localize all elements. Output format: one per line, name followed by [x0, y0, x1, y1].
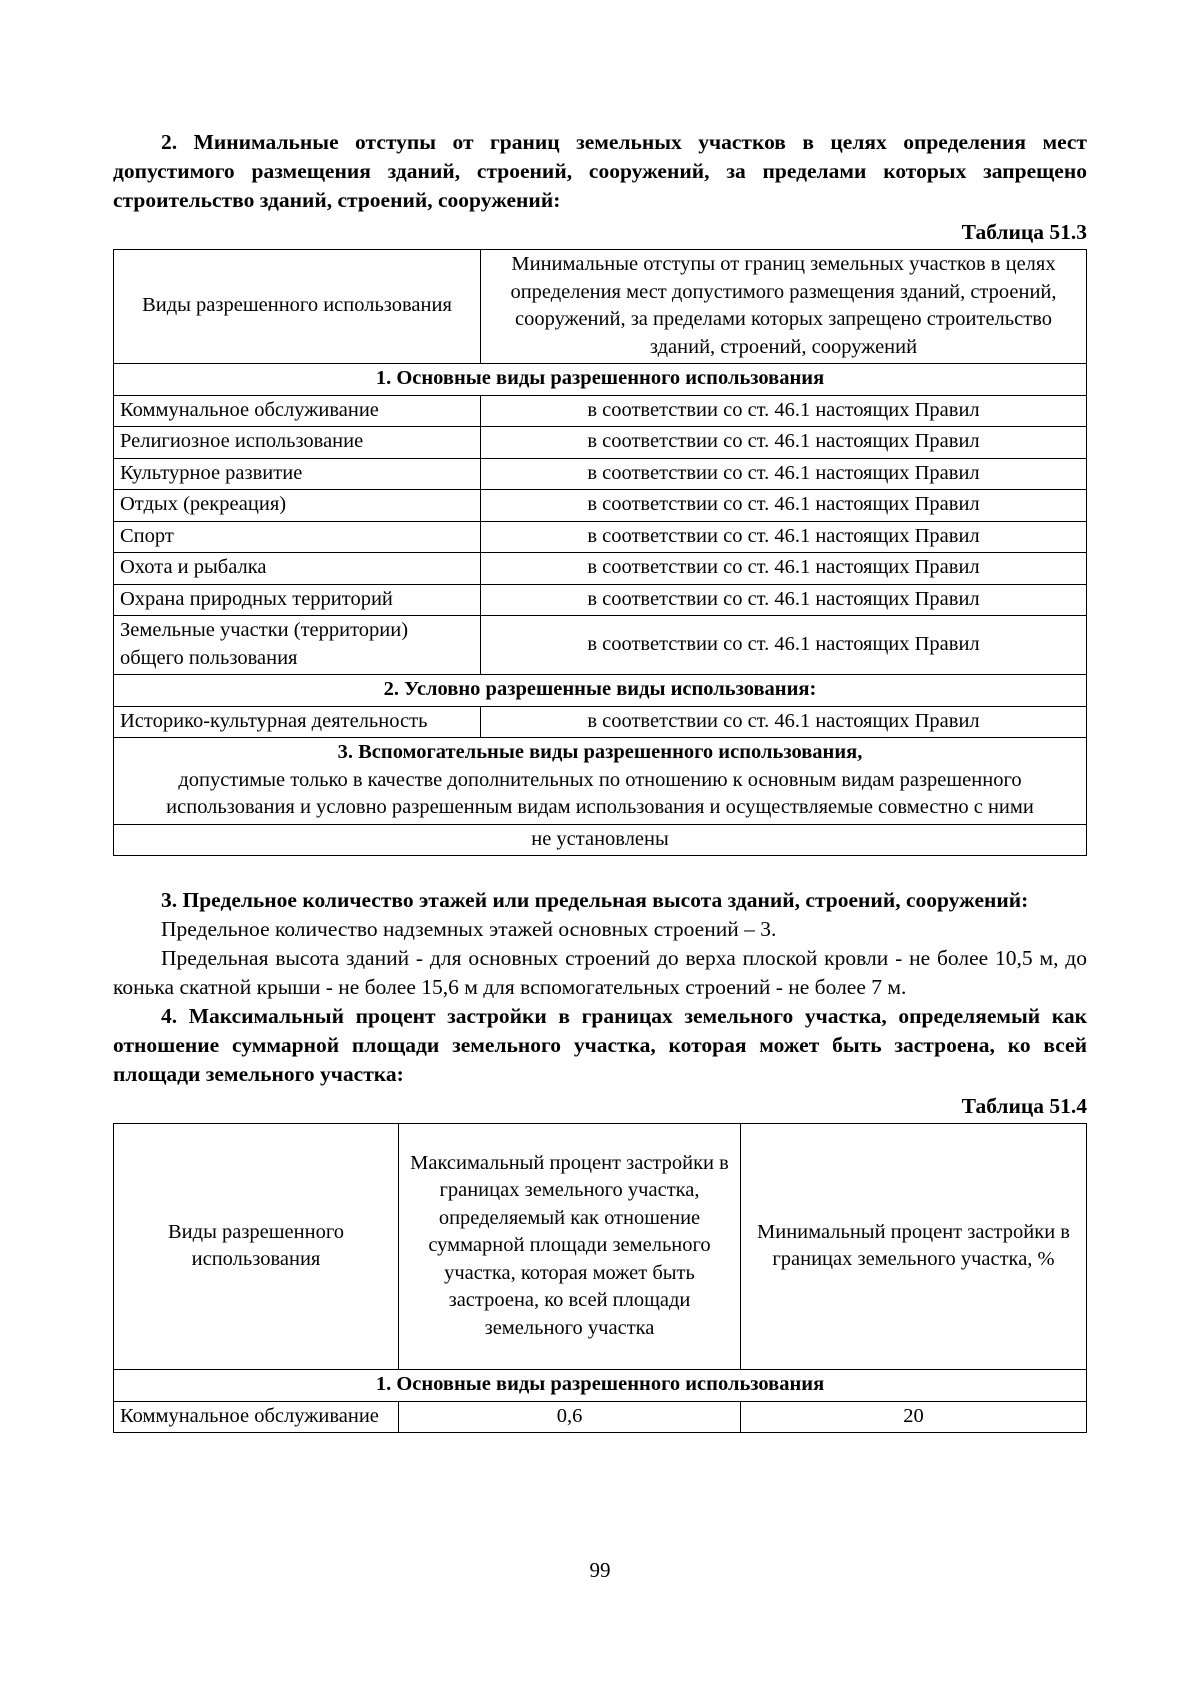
table-row — [114, 553, 1087, 585]
table-51-3 — [113, 249, 1087, 856]
cell-auxiliary-value: не установлены — [114, 824, 1087, 856]
cell-value: в соответствии со ст. 46.1 настоящих Правил — [481, 553, 1087, 585]
table-header-cell-min-percent: Минимальный процент застройки в границах земельного участка, % — [741, 1124, 1087, 1370]
section3-paragraph-2: Предельная высота зданий - для основных строений до верха плоской кровли - не более 10,5 м, до конька скатной крыши - не более 15,6 м для вспомогательных строений - не более 7 м. — [113, 946, 1087, 999]
section4-heading: 4. Максимальный процент застройки в границах земельного участка, определяемый как отношение суммарной площади земельного участка, которая может быть застроена, ко всей площади земельного участка: — [113, 1004, 1087, 1086]
section3-heading: 3. Предельное количество этажей или предельная высота зданий, строений, сооружений: — [161, 888, 1029, 912]
cell-value: в соответствии со ст. 46.1 настоящих Правил — [481, 706, 1087, 738]
section-title-auxiliary-uses — [114, 738, 1087, 825]
table-section-row — [114, 675, 1087, 707]
section-title-conditional-uses: 2. Условно разрешенные виды использования: — [114, 675, 1087, 707]
table-row — [114, 824, 1087, 856]
table-51-3-caption: Таблица 51.3 — [961, 220, 1087, 244]
spacer — [113, 856, 1087, 886]
cell-value: в соответствии со ст. 46.1 настоящих Правил — [481, 521, 1087, 553]
table-header-cell-max-percent: Максимальный процент застройки в границах земельного участка, определяемый как отношение суммарной площади земельного участка, которая может быть застроена, ко всей площади земельного участка — [399, 1124, 741, 1370]
page-number: 99 — [589, 1558, 611, 1582]
table-row — [114, 706, 1087, 738]
table-row — [114, 616, 1087, 675]
cell-use: Историко-культурная деятельность — [114, 706, 481, 738]
cell-use: Коммунальное обслуживание — [114, 1401, 399, 1433]
table-row — [114, 1401, 1087, 1433]
table-section-row — [114, 1370, 1087, 1402]
table-header-cell-setbacks: Минимальные отступы от границ земельных участков в целях определения мест допустимого размещения зданий, строений, сооружений, за пределами которых запрещено строительство зданий, строений, сооружений — [481, 250, 1087, 364]
cell-value: в соответствии со ст. 46.1 настоящих Правил — [481, 616, 1087, 675]
cell-use: Культурное развитие — [114, 458, 481, 490]
section-title-auxiliary-bold: 3. Вспомогательные виды разрешенного использования, — [337, 741, 863, 763]
cell-min-percent: 20 — [741, 1401, 1087, 1433]
cell-use: Коммунальное обслуживание — [114, 395, 481, 427]
section3-paragraph-1: Предельное количество надземных этажей основных строений – 3. — [161, 917, 777, 941]
cell-use: Земельные участки (территории) общего пользования — [114, 616, 481, 675]
cell-use: Охрана природных территорий — [114, 584, 481, 616]
cell-use: Религиозное использование — [114, 427, 481, 459]
cell-value: в соответствии со ст. 46.1 настоящих Правил — [481, 490, 1087, 522]
section-title-main-uses: 1. Основные виды разрешенного использования — [114, 1370, 1087, 1402]
table-row — [114, 584, 1087, 616]
table-51-4-caption: Таблица 51.4 — [961, 1094, 1087, 1118]
table-51-4 — [113, 1123, 1087, 1433]
cell-use: Отдых (рекреация) — [114, 490, 481, 522]
section-title-auxiliary-rest: допустимые только в качестве дополнительных по отношению к основным видам разрешенного использования и условно разрешенным видам использования и осуществляемые совместно с ними — [166, 768, 1034, 818]
cell-value: в соответствии со ст. 46.1 настоящих Правил — [481, 395, 1087, 427]
table-header-row — [114, 1124, 1087, 1370]
cell-use: Спорт — [114, 521, 481, 553]
table-section-row — [114, 738, 1087, 825]
cell-max-percent: 0,6 — [399, 1401, 741, 1433]
cell-value: в соответствии со ст. 46.1 настоящих Правил — [481, 458, 1087, 490]
table-row — [114, 395, 1087, 427]
table-header-cell-use: Виды разрешенного использования — [114, 250, 481, 364]
table-header-cell-use: Виды разрешенного использования — [114, 1124, 399, 1370]
table-row — [114, 427, 1087, 459]
table-section-row — [114, 364, 1087, 396]
table-row — [114, 521, 1087, 553]
cell-use: Охота и рыбалка — [114, 553, 481, 585]
cell-value: в соответствии со ст. 46.1 настоящих Правил — [481, 584, 1087, 616]
table-row — [114, 490, 1087, 522]
table-header-row — [114, 250, 1087, 364]
section-title-main-uses: 1. Основные виды разрешенного использования — [114, 364, 1087, 396]
table-row — [114, 458, 1087, 490]
section2-heading: 2. Минимальные отступы от границ земельных участков в целях определения мест допустимого размещения зданий, строений, сооружений, за пределами которых запрещено строительство зданий, строений, сооружений: — [113, 130, 1087, 212]
cell-value: в соответствии со ст. 46.1 настоящих Правил — [481, 427, 1087, 459]
